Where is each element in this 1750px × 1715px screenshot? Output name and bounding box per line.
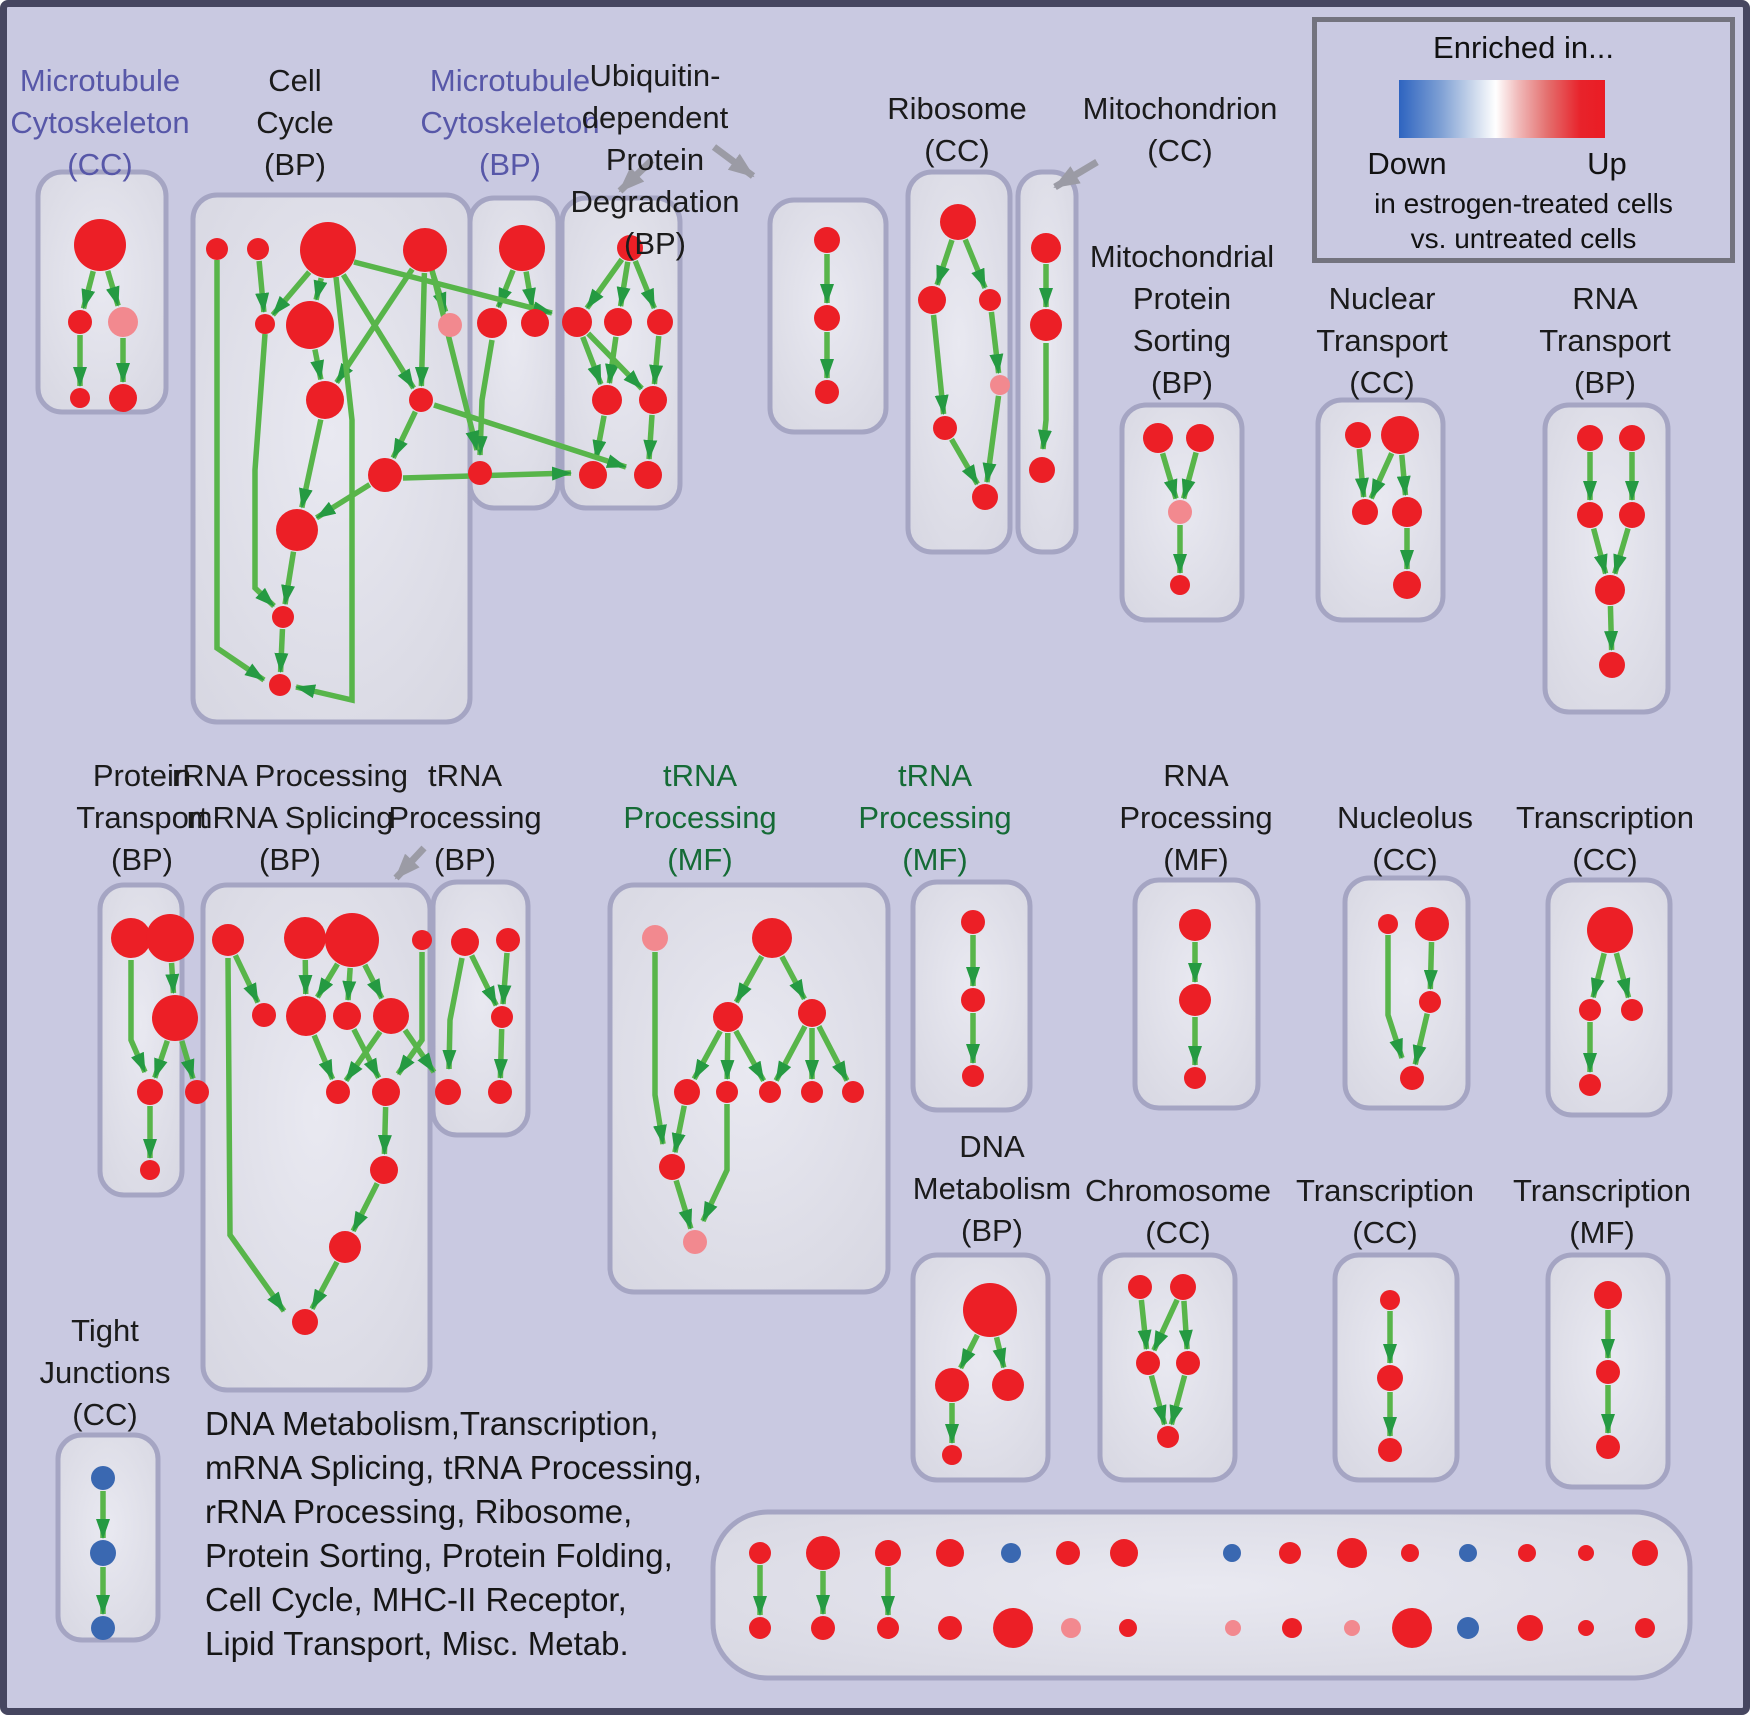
go-term-node xyxy=(1577,502,1603,528)
go-term-node xyxy=(935,1368,969,1402)
cluster-label: Transcription (CC) xyxy=(1515,800,1695,877)
go-term-node xyxy=(877,1617,899,1639)
go-term-node xyxy=(806,1536,840,1570)
go-term-node xyxy=(1170,575,1190,595)
cluster-label: Microtubule Cytoskeleton (BP) xyxy=(420,63,600,182)
go-term-node xyxy=(634,461,662,489)
go-term-node xyxy=(1225,1620,1241,1636)
cluster-label: Microtubule Cytoskeleton (CC) xyxy=(10,63,190,182)
go-term-node xyxy=(140,1160,160,1180)
go-term-node xyxy=(370,1156,398,1184)
go-term-node xyxy=(146,914,194,962)
go-term-node xyxy=(963,1283,1017,1337)
go-term-node xyxy=(1599,652,1625,678)
go-term-node xyxy=(752,918,792,958)
go-term-node xyxy=(90,1540,116,1566)
go-term-node xyxy=(1587,907,1633,953)
edge-arrow xyxy=(727,1033,728,1079)
go-term-node xyxy=(1378,1438,1402,1462)
go-term-node xyxy=(936,1539,964,1567)
go-term-node xyxy=(639,386,667,414)
go-term-node xyxy=(1031,233,1061,263)
go-term-node xyxy=(1392,497,1422,527)
go-term-node xyxy=(1184,1067,1206,1089)
go-term-node xyxy=(1282,1618,1302,1638)
go-term-node xyxy=(1393,571,1421,599)
go-term-node xyxy=(1419,991,1441,1013)
caption-line: mRNA Splicing, tRNA Processing, xyxy=(205,1449,703,1486)
cluster-label: Mitochondrial Protein Sorting (BP) xyxy=(1089,239,1275,400)
go-term-node xyxy=(1400,1066,1424,1090)
legend-subtitle-line2: vs. untreated cells xyxy=(1410,223,1637,254)
legend xyxy=(1312,17,1735,263)
go-term-node xyxy=(1457,1617,1479,1639)
go-term-node xyxy=(1168,500,1192,524)
go-term-node xyxy=(1352,499,1378,525)
go-term-node xyxy=(412,930,432,950)
go-term-node xyxy=(488,1080,512,1104)
go-term-node xyxy=(212,924,244,956)
go-term-node xyxy=(993,1608,1033,1648)
go-term-node xyxy=(1577,425,1603,451)
go-term-node xyxy=(326,1080,350,1104)
edge-arrow xyxy=(281,629,283,672)
go-term-node xyxy=(1518,1544,1536,1562)
legend-down-label: Down xyxy=(1367,146,1447,181)
go-term-node xyxy=(642,925,668,951)
go-term-node xyxy=(276,509,318,551)
go-term-node xyxy=(499,225,545,271)
go-term-node xyxy=(938,1616,962,1640)
go-term-node xyxy=(961,910,985,934)
go-term-node xyxy=(1578,1620,1594,1636)
go-term-node xyxy=(435,1079,461,1105)
go-term-node xyxy=(875,1540,901,1566)
go-term-node xyxy=(1110,1539,1138,1567)
go-term-node xyxy=(91,1616,115,1640)
go-term-node xyxy=(1029,457,1055,483)
go-term-node xyxy=(1377,1365,1403,1391)
go-term-node xyxy=(1632,1540,1658,1566)
go-term-node xyxy=(185,1080,209,1104)
go-term-node xyxy=(1119,1619,1137,1637)
cluster-label: tRNA Processing (BP) xyxy=(388,758,542,877)
go-term-node xyxy=(1176,1351,1200,1375)
go-term-node xyxy=(496,928,520,952)
go-term-node xyxy=(333,1002,361,1030)
caption-line: Protein Sorting, Protein Folding, xyxy=(205,1537,673,1574)
caption-line: Lipid Transport, Misc. Metab. xyxy=(205,1625,629,1662)
go-term-node xyxy=(1635,1618,1655,1638)
go-term-node xyxy=(152,995,198,1041)
go-term-node xyxy=(70,388,90,408)
go-term-node xyxy=(1594,1281,1622,1309)
go-term-node xyxy=(1596,1435,1620,1459)
go-term-node xyxy=(1392,1608,1432,1648)
cluster-label: Nucleolus (CC) xyxy=(1336,800,1474,877)
go-term-node xyxy=(749,1617,771,1639)
edge-arrow xyxy=(500,1029,501,1078)
go-term-node xyxy=(1415,907,1449,941)
go-term-node xyxy=(1619,425,1645,451)
go-term-node xyxy=(292,1309,318,1335)
go-term-node xyxy=(1279,1542,1301,1564)
caption-block xyxy=(205,1402,702,1666)
go-term-node xyxy=(579,461,607,489)
edge-arrow xyxy=(1184,1301,1187,1349)
go-term-node xyxy=(592,385,622,415)
go-term-node xyxy=(468,461,492,485)
go-term-node xyxy=(438,313,462,337)
go-term-node xyxy=(247,238,269,260)
go-term-node xyxy=(409,388,433,412)
go-term-node xyxy=(1061,1618,1081,1638)
go-term-node xyxy=(74,219,126,271)
go-term-node xyxy=(373,998,409,1034)
go-term-node xyxy=(1595,575,1625,605)
go-term-node xyxy=(814,227,840,253)
go-term-node xyxy=(990,375,1010,395)
edge-arrow xyxy=(1043,343,1046,449)
go-term-node xyxy=(272,606,294,628)
go-term-node xyxy=(1056,1541,1080,1565)
go-term-node xyxy=(329,1231,361,1263)
go-term-node xyxy=(749,1542,771,1564)
go-term-node xyxy=(1380,1290,1400,1310)
go-term-node xyxy=(1459,1544,1477,1562)
go-term-node xyxy=(325,913,379,967)
go-term-node xyxy=(1030,309,1062,341)
legend-title: Enriched in... xyxy=(1433,30,1614,65)
cluster-label: RNA Processing (MF) xyxy=(1119,758,1273,877)
go-term-node xyxy=(477,308,507,338)
go-term-node xyxy=(111,918,151,958)
edge-arrow xyxy=(384,1107,385,1154)
go-term-node xyxy=(1578,1545,1594,1561)
go-term-node xyxy=(1579,999,1601,1021)
go-term-node xyxy=(801,1081,823,1103)
cluster-label: Tight Junctions (CC) xyxy=(39,1313,171,1432)
go-term-node xyxy=(1170,1274,1196,1300)
go-term-node xyxy=(1344,1620,1360,1636)
go-term-node xyxy=(255,314,275,334)
microtubule-cytoskeleton-cc-box xyxy=(38,172,166,412)
edge-arrow xyxy=(348,968,350,1000)
go-term-node xyxy=(269,674,291,696)
go-term-node xyxy=(91,1466,115,1490)
go-term-node xyxy=(284,917,326,959)
go-term-node xyxy=(842,1081,864,1103)
go-term-node xyxy=(759,1081,781,1103)
go-term-node xyxy=(1579,1074,1601,1096)
caption-line: Cell Cycle, MHC-II Receptor, xyxy=(205,1581,627,1618)
go-term-node xyxy=(1186,424,1214,452)
go-term-node xyxy=(1136,1351,1160,1375)
go-term-node xyxy=(1337,1538,1367,1568)
go-term-node xyxy=(1179,909,1211,941)
cluster-label: Cell Cycle (BP) xyxy=(256,63,334,182)
cluster-label: Chromosome (CC) xyxy=(1084,1173,1272,1250)
nuclear-transport-cc-box xyxy=(1318,400,1443,620)
cluster-label: Ubiquitin- dependent Protein Degradation (BP) xyxy=(570,58,740,261)
go-term-node xyxy=(372,1078,400,1106)
go-term-node xyxy=(604,308,632,336)
go-term-node xyxy=(109,384,137,412)
go-term-node xyxy=(972,484,998,510)
go-term-node xyxy=(451,928,479,956)
go-term-node xyxy=(403,228,447,272)
go-term-node xyxy=(716,1081,738,1103)
tight-junctions-cc-box xyxy=(58,1435,158,1640)
go-term-node xyxy=(68,310,92,334)
go-term-node xyxy=(814,305,840,331)
go-term-node xyxy=(962,1065,984,1087)
cluster-label: Nuclear Transport (CC) xyxy=(1316,281,1448,400)
cluster-label: Mitochondrion (CC) xyxy=(1082,91,1278,168)
go-term-node xyxy=(647,309,673,335)
go-term-node xyxy=(286,301,334,349)
go-term-node xyxy=(1179,984,1211,1016)
go-term-node xyxy=(942,1445,962,1465)
go-term-node xyxy=(713,1002,743,1032)
edge-arrow xyxy=(1430,942,1431,989)
go-term-node xyxy=(1143,423,1173,453)
edge-arrow xyxy=(1402,455,1406,495)
go-term-node xyxy=(815,380,839,404)
go-term-node xyxy=(1619,502,1645,528)
legend-subtitle-line1: in estrogen-treated cells xyxy=(1374,188,1673,219)
cluster-label: RNA Transport (BP) xyxy=(1539,281,1671,400)
go-term-node xyxy=(918,286,946,314)
go-term-node xyxy=(961,988,985,1012)
go-term-node xyxy=(252,1003,276,1027)
go-term-node xyxy=(206,238,228,260)
go-term-node xyxy=(979,289,1001,311)
edge-arrow xyxy=(421,273,424,386)
edge-arrow xyxy=(172,963,174,993)
misc-terms-box xyxy=(713,1512,1690,1678)
go-term-node xyxy=(300,222,356,278)
go-term-node xyxy=(1401,1544,1419,1562)
go-term-node xyxy=(674,1079,700,1105)
go-term-node xyxy=(1378,914,1398,934)
go-term-node xyxy=(683,1230,707,1254)
go-term-node xyxy=(1517,1615,1543,1641)
edge-arrow xyxy=(649,415,652,459)
cluster-label: tRNA Processing (MF) xyxy=(858,758,1012,877)
go-term-node xyxy=(992,1369,1024,1401)
edge-arrow xyxy=(1610,606,1611,650)
go-term-node xyxy=(1621,999,1643,1021)
go-term-node xyxy=(286,996,326,1036)
cluster-label: Protein Transport (BP) xyxy=(76,758,208,877)
go-term-node xyxy=(1381,416,1419,454)
go-term-node xyxy=(108,307,138,337)
go-term-node xyxy=(1596,1360,1620,1384)
go-term-node xyxy=(1345,422,1371,448)
go-term-node xyxy=(137,1079,163,1105)
legend-up-label: Up xyxy=(1587,146,1627,181)
cluster-label: DNA Metabolism (BP) xyxy=(912,1129,1072,1248)
go-term-node xyxy=(940,204,976,240)
go-term-node xyxy=(659,1154,685,1180)
cluster-label: Ribosome (CC) xyxy=(887,91,1027,168)
cluster-label: Transcription (CC) xyxy=(1295,1173,1475,1250)
go-term-node xyxy=(521,309,549,337)
go-term-node xyxy=(1001,1543,1021,1563)
cluster-label: Transcription (MF) xyxy=(1512,1173,1692,1250)
caption-line: rRNA Processing, Ribosome, xyxy=(205,1493,633,1530)
go-term-node xyxy=(1223,1544,1241,1562)
caption-line: DNA Metabolism,Transcription, xyxy=(205,1405,659,1442)
go-term-node xyxy=(1157,1426,1179,1448)
cluster-label: tRNA Processing (MF) xyxy=(623,758,777,877)
go-term-node xyxy=(811,1616,835,1640)
go-term-node xyxy=(562,307,592,337)
go-term-node xyxy=(368,458,402,492)
go-term-node xyxy=(491,1006,513,1028)
go-term-node xyxy=(1128,1275,1152,1299)
legend-gradient-bar xyxy=(1399,80,1605,138)
go-term-node xyxy=(933,416,957,440)
cluster-label: rRNA Processing mRNA Splicing (BP) xyxy=(171,758,409,877)
go-term-node xyxy=(306,381,344,419)
go-term-node xyxy=(798,999,826,1027)
